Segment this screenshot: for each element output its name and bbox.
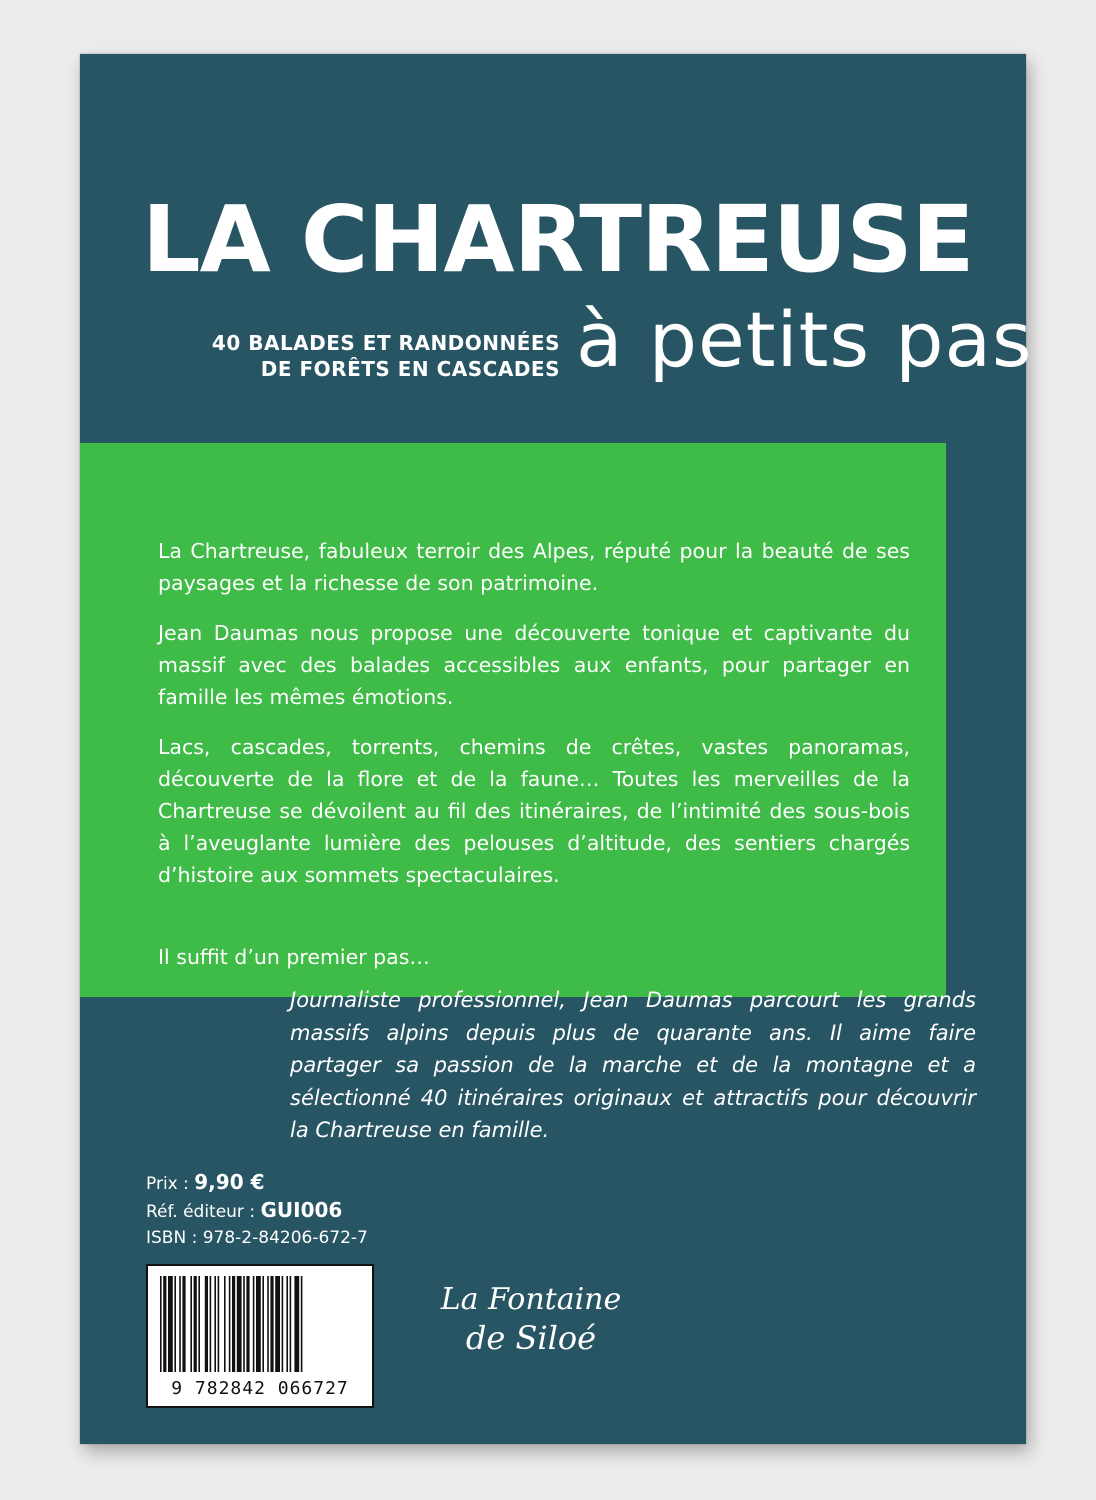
publisher-logo <box>436 1282 626 1392</box>
book-info <box>146 1168 368 1252</box>
blurb-paragraph-1: La Chartreuse, fabuleux terroir des Alpes, réputé pour la beauté de ses paysages et la richesse de son patrimoine. <box>158 539 910 595</box>
price-value: 9,90 € <box>194 1170 265 1194</box>
barcode-digits: 9 782842 066727 <box>171 1378 349 1399</box>
blurb-paragraph-3: Lacs, cascades, torrents, chemins de crêtes, vastes panoramas, découverte de la flore et de la faune… Toutes les merveilles de la Chartreuse se dévoilent au fil des itinéraires, de l’intimité des sous-bois à l’aveuglante lumière des pelouses d’altitude, des sentiers chargés d’histoire aux sommets spectaculaires. <box>158 735 910 887</box>
tagline: à petits pas <box>576 295 1033 384</box>
book-back-cover <box>80 54 1033 1444</box>
price-label: Prix : <box>146 1174 195 1194</box>
subtitle-line-1: 40 BALADES ET RANDONNÉES <box>211 331 560 355</box>
subtitle-line-2: DE FORÊTS EN CASCADES <box>260 357 560 381</box>
reference-value: GUI006 <box>260 1198 343 1222</box>
reference-row <box>146 1196 368 1224</box>
barcode-icon <box>158 1276 362 1374</box>
subtitle <box>142 330 560 382</box>
publisher-logo-line-2: de Siloé <box>465 1319 597 1357</box>
author-bio: Journaliste professionnel, Jean Daumas parcourt les grands massifs alpins depuis plus de quarante ans. Il aime faire partager sa passion de la marche et de la montagne et a sélectionné 40 itinéraires originaux et attractifs pour découvrir la Chartreuse en famille. <box>290 988 976 1142</box>
book-title: LA CHARTREUSE <box>142 186 974 293</box>
blurb-paragraph-4: Il suffit d’un premier pas… <box>158 945 430 969</box>
reference-label: Réf. éditeur : <box>146 1202 261 1222</box>
blurb-paragraph-2: Jean Daumas nous propose une découverte tonique et captivante du massif avec des balades accessibles aux enfants, pour partager en famille les mêmes émotions. <box>158 621 910 709</box>
price-row <box>146 1168 368 1196</box>
publisher-logo-line-1: La Fontaine <box>440 1282 622 1317</box>
isbn: ISBN : 978-2-84206-672-7 <box>146 1228 368 1248</box>
blurb-panel <box>80 443 946 997</box>
barcode <box>146 1264 374 1408</box>
